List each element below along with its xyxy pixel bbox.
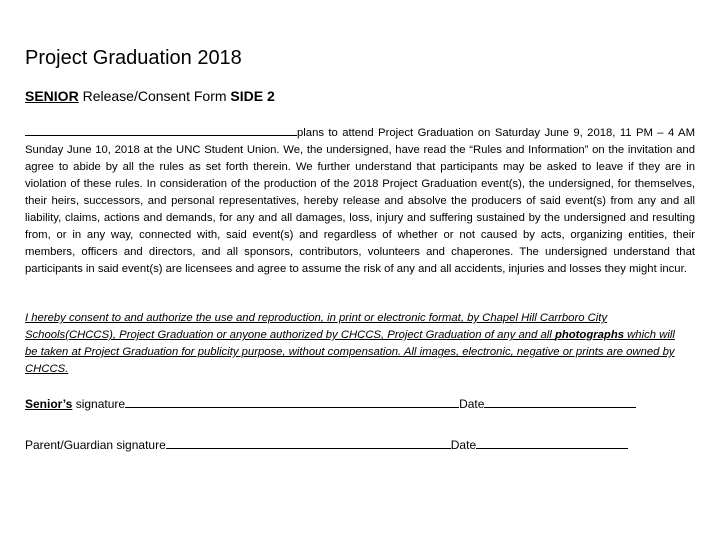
consent-paragraph [25,310,690,378]
consent-text-1: I hereby consent to and authorize the use and reproduction, in print or electronic format, by Chapel Hill Carrboro City Schools(CHCCS), Project Graduation or anyone authorized by CHCCS, Project Graduation of any and all [25,312,608,341]
parent-signature-line[interactable] [166,437,451,449]
senior-signature-row [25,396,636,411]
subtitle-middle: Release/Consent Form [78,88,231,104]
senior-date-label: Date [459,397,485,411]
consent-text-2: which will be taken at Project Graduation for publicity purpose, without compensation. All images, electronic, negative or prints are owned by CHCCS. [25,329,675,375]
parent-date-label: Date [450,438,477,452]
senior-label-underlined: Senior’s [25,397,73,411]
parent-date-line[interactable] [476,437,628,449]
page-title: Project Graduation 2018 [25,47,242,69]
release-text: plans to attend Project Graduation on Saturday June 9, 2018, 11 PM – 4 AM Sunday June 10, 2018 at the UNC Student Union. We, the undersigned, have read the “Rules and Information” on the invitation and agree to abide by all the rules as set forth therein. We further understand that participants may be asked to leave if they are in violation of these rules. In consideration of the production of the 2018 Project Graduation event(s), the undersigned, for themselves, their heirs, successors, and personal representatives, hereby release and absolve the producers of said event(s) from any and all liability, claims, actions and demands, for any and all damages, loss, injury and suffering sustained by the undersigned and resulting from, or in any way, connected with, said event(s) and regardless of whether or not caused by acts, organizing entities, their members, officers and directors, and all sponsors, contributors, volunteers and chaperones. The undersigned understand that participants in said event(s) are licensees and agree to assume the risk of any and all accidents, injuries and losses they might incur. [25,127,695,275]
release-paragraph [25,124,695,278]
form-subtitle [25,88,275,104]
parent-label: Parent/Guardian signature [25,438,166,452]
subtitle-side: SIDE 2 [230,88,275,104]
senior-date-line[interactable] [484,396,636,408]
subtitle-senior: SENIOR [25,88,79,104]
consent-bold-photographs: photographs [554,329,624,341]
name-blank-line[interactable] [25,124,297,136]
senior-label-rest: signature [72,397,126,411]
senior-signature-line[interactable] [125,396,459,408]
parent-signature-row [25,437,628,452]
